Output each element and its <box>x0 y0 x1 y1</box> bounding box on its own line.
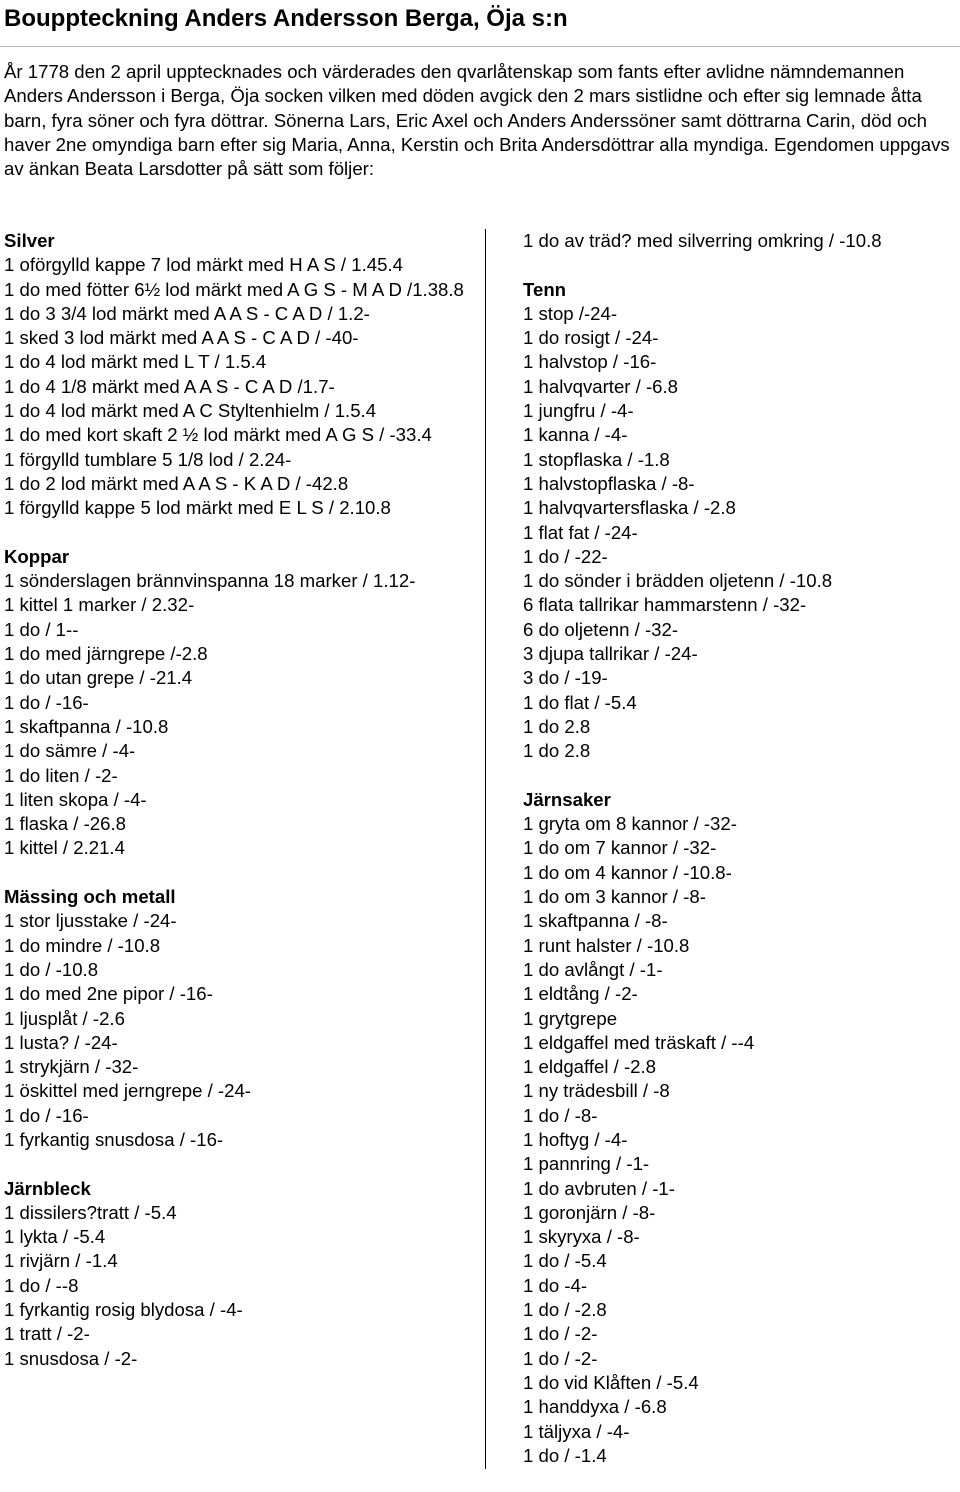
inventory-item: 1 halvstopflaska / -8- <box>523 472 695 494</box>
inventory-item: 1 do vid Klåften / -5.4 <box>523 1371 699 1393</box>
inventory-item: 1 handdyxa / -6.8 <box>523 1396 667 1418</box>
section-jarnbleck <box>4 1177 466 1371</box>
inventory-item: 1 stor ljusstake / -24- <box>4 910 177 932</box>
inventory-item: 1 förgylld tumblare 5 1/8 lod / 2.24- <box>4 448 292 470</box>
section-title-silver: Silver <box>4 230 55 251</box>
page-title: Bouppteckning Anders Andersson Berga, Öja s:n <box>4 5 568 32</box>
inventory-item: 1 skyryxa / -8- <box>523 1226 640 1248</box>
section-silver <box>4 229 466 521</box>
inventory-item: 1 do / -5.4 <box>523 1250 607 1272</box>
title-divider <box>0 46 960 47</box>
inventory-item: 1 do 2 lod märkt med A A S - K A D / -42.8 <box>4 472 349 494</box>
inventory-item: 1 lykta / -5.4 <box>4 1226 106 1248</box>
section-title-massing: Mässing och metall <box>4 886 176 908</box>
inventory-item: 1 öskittel med jerngrepe / -24- <box>4 1080 252 1102</box>
inventory-item: 1 halvqvartersflaska / -2.8 <box>523 497 736 519</box>
inventory-item: 1 förgylld kappe 5 lod märkt med E L S / 2.10.8 <box>4 497 391 519</box>
inventory-item: 1 do 4 lod märkt med L T / 1.5.4 <box>4 351 267 373</box>
inventory-item: 1 do utan grepe / -21.4 <box>4 667 193 689</box>
inventory-item: 1 lusta? / -24- <box>4 1031 118 1053</box>
inventory-item: 1 snusdosa / -2- <box>4 1347 138 1369</box>
left-column <box>4 229 466 1395</box>
section-massing <box>4 885 466 1152</box>
inventory-item: 1 do med järngrepe /-2.8 <box>4 643 208 665</box>
inventory-item: 1 liten skopa / -4- <box>4 788 147 810</box>
section-silver-continued <box>523 229 955 253</box>
inventory-item: 1 do / 1-- <box>4 618 79 640</box>
inventory-item: 1 oförgylld kappe 7 lod märkt med H A S / 1.45.4 <box>4 254 403 276</box>
inventory-item: 1 goronjärn / -8- <box>523 1201 656 1223</box>
inventory-item: 3 djupa tallrikar / -24- <box>523 643 698 665</box>
inventory-item: 1 eldtång / -2- <box>523 983 638 1005</box>
inventory-item: 1 halvqvarter / -6.8 <box>523 375 679 397</box>
inventory-item: 1 do mindre / -10.8 <box>4 934 161 956</box>
inventory-item: 1 do / -1.4 <box>523 1444 607 1466</box>
inventory-item: 6 do oljetenn / -32- <box>523 618 679 640</box>
inventory-item: 1 do / -2- <box>523 1323 598 1345</box>
inventory-item: 1 sönderslagen brännvinspanna 18 marker / 1.12- <box>4 570 416 592</box>
section-jarnsaker <box>523 788 955 1468</box>
inventory-item: 1 do / -16- <box>4 691 89 713</box>
inventory-item: 1 stop /-24- <box>523 302 618 324</box>
inventory-item: 1 do 4 1/8 märkt med A A S - C A D /1.7- <box>4 375 335 397</box>
inventory-item: 1 do -4- <box>523 1274 588 1296</box>
inventory-item: 1 eldgaffel / -2.8 <box>523 1056 657 1078</box>
inventory-item: 1 do / -2.8 <box>523 1299 607 1321</box>
inventory-item: 1 skaftpanna / -8- <box>523 910 668 932</box>
section-title-jarnsaker: Järnsaker <box>523 788 611 810</box>
inventory-item: 1 do sönder i brädden oljetenn / -10.8 <box>523 570 833 592</box>
inventory-item: 1 do flat / -5.4 <box>523 691 637 713</box>
inventory-item: 1 runt halster / -10.8 <box>523 934 690 956</box>
inventory-item: 1 stopflaska / -1.8 <box>523 448 670 470</box>
inventory-item: 1 sked 3 lod märkt med A A S - C A D / -40- <box>4 327 359 349</box>
inventory-item: 1 halvstop / -16- <box>523 351 657 373</box>
section-tenn <box>523 278 955 764</box>
section-title-koppar: Koppar <box>4 545 70 567</box>
section-title-tenn: Tenn <box>523 278 567 300</box>
column-divider <box>485 229 486 1469</box>
inventory-item: 1 do med fötter 6½ lod märkt med A G S - M A D /1.38.8 <box>4 278 464 300</box>
inventory-item: 1 fyrkantig snusdosa / -16- <box>4 1128 224 1150</box>
inventory-item: 1 pannring / -1- <box>523 1153 650 1175</box>
inventory-item: 1 do / -10.8 <box>4 958 99 980</box>
intro-paragraph: År 1778 den 2 april upptecknades och värderades den qvarlåtenskap som fants efter avlidne nämndemannen Anders Andersson i Berga, Öja socken vilken med döden avgick den 2 mars sistlidne och efter sig lemnade åtta barn, fyra söner och fyra döttrar. Sönerna Lars, Eric Axel och Anders Anderssöner samt döttrarna Carin, död och haver 2ne omyndiga barn efter sig Maria, Anna, Kerstin och Brita Andersdöttrar alla myndiga. Egendomen uppgavs av änkan Beata Larsdotter på sätt som följer: <box>4 61 950 180</box>
inventory-item: 1 do med kort skaft 2 ½ lod märkt med A G S / -33.4 <box>4 424 432 446</box>
inventory-item: 1 fyrkantig rosig blydosa / -4- <box>4 1299 243 1321</box>
inventory-item: 1 do sämre / -4- <box>4 740 136 762</box>
inventory-item: 1 do avbruten / -1- <box>523 1177 675 1199</box>
inventory-item: 1 do 4 lod märkt med A C Styltenhielm / 1.5.4 <box>4 400 377 422</box>
inventory-item: 1 strykjärn / -32- <box>4 1056 139 1078</box>
inventory-item: 1 kittel / 2.21.4 <box>4 837 125 859</box>
inventory-item: 1 flaska / -26.8 <box>4 813 126 835</box>
inventory-item: 6 flata tallrikar hammarstenn / -32- <box>523 594 807 616</box>
inventory-item: 1 täljyxa / -4- <box>523 1420 630 1442</box>
right-column <box>523 229 955 1492</box>
inventory-item: 1 do om 4 kannor / -10.8- <box>523 861 732 883</box>
inventory-item: 1 flat fat / -24- <box>523 521 638 543</box>
inventory-item: 1 tratt / -2- <box>4 1323 90 1345</box>
inventory-item: 1 eldgaffel med träskaft / --4 <box>523 1031 755 1053</box>
inventory-item: 1 do liten / -2- <box>4 764 118 786</box>
inventory-item: 1 do / -22- <box>523 545 608 567</box>
inventory-item: 1 rivjärn / -1.4 <box>4 1250 118 1272</box>
inventory-item: 1 do avlångt / -1- <box>523 958 663 980</box>
inventory-item: 1 do / --8 <box>4 1274 79 1296</box>
inventory-item: 3 do / -19- <box>523 667 608 689</box>
inventory-item: 1 skaftpanna / -10.8 <box>4 715 169 737</box>
inventory-item: 1 gryta om 8 kannor / -32- <box>523 813 737 835</box>
inventory-item: 1 do 2.8 <box>523 715 591 737</box>
inventory-item: 1 do / -8- <box>523 1104 598 1126</box>
inventory-item: 1 jungfru / -4- <box>523 400 634 422</box>
inventory-item: 1 do 3 3/4 lod märkt med A A S - C A D / 1.2- <box>4 302 370 324</box>
inventory-item: 1 do med 2ne pipor / -16- <box>4 983 213 1005</box>
inventory-item: 1 do 2.8 <box>523 740 591 762</box>
inventory-item: 1 grytgrepe <box>523 1007 618 1029</box>
inventory-item: 1 hoftyg / -4- <box>523 1128 628 1150</box>
section-koppar <box>4 545 466 861</box>
inventory-item: 1 dissilers?tratt / -5.4 <box>4 1201 177 1223</box>
inventory-item: 1 do om 7 kannor / -32- <box>523 837 717 859</box>
inventory-item: 1 ljusplåt / -2.6 <box>4 1007 125 1029</box>
section-title-jarnbleck: Järnbleck <box>4 1177 91 1199</box>
inventory-item: 1 do av träd? med silverring omkring / -10.8 <box>523 230 882 251</box>
inventory-item: 1 kanna / -4- <box>523 424 628 446</box>
inventory-item: 1 do / -16- <box>4 1104 89 1126</box>
inventory-item: 1 ny trädesbill / -8 <box>523 1080 670 1102</box>
inventory-item: 1 do rosigt / -24- <box>523 327 659 349</box>
inventory-item: 1 do / -2- <box>523 1347 598 1369</box>
inventory-item: 1 kittel 1 marker / 2.32- <box>4 594 195 616</box>
inventory-item: 1 do om 3 kannor / -8- <box>523 886 706 908</box>
